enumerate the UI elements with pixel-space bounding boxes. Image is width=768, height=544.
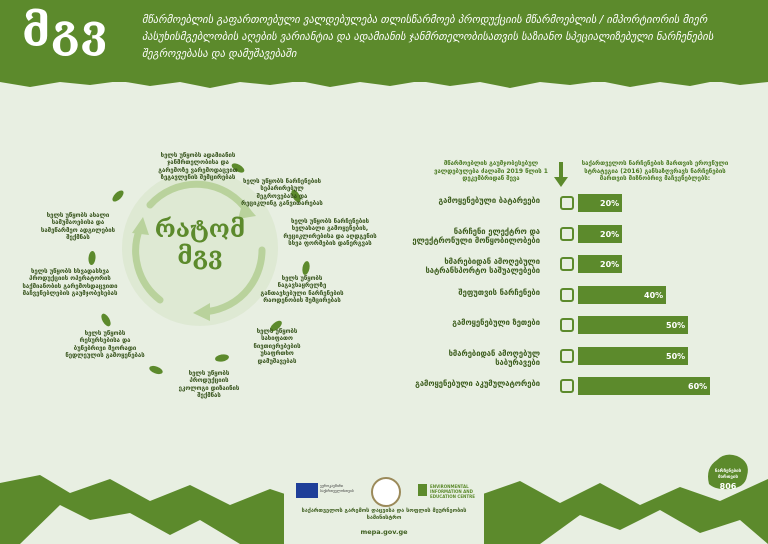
header-subtitle: მწარმოებლის გაფართოებული ვალდებულება თლისწარმოებ პროდუქციის მწარმოებლის / იმპორტიორის მიერ პასუხისმგებლობის აღების ვარიანტია და ადამიანის ჯანმრთელობისათვის საზიანო სპეციალიზებული ნარჩენების შეგროვებასა და დამუშავებაში (142, 14, 714, 60)
reason-text: ხელს უწყობს სხვადასხვა პროდუქციის ოპერატორის საქმიანობის გარემოსდაცვითი მაჩვენებლების გაუმჯობესებას (22, 268, 118, 298)
bar-value-label: 50% (666, 351, 686, 361)
chart-header-right: საქართველოს ნარჩენების მართვის ეროვნული სტრატეგია (2016) განსაზღვრავს ნარჩენების მართვის მიზნობრივ მაჩვენებლებს: (581, 160, 729, 182)
reason-text: ხელს უწყობს ადამიანის ჯანმრთელობისა და გარემოზე ვარემოდაცვით ზეგავლენის შემცირებას (158, 152, 238, 182)
bar-value-label: 20% (600, 199, 620, 208)
eu-flag-icon (296, 483, 318, 498)
chart-header-left: მწარმოებლის გაუმჯობესებულ ვალდებულება ძალაში 2019 წლის 1 დეკემბრიდან შევა (434, 160, 548, 182)
leaf-icon (99, 312, 112, 328)
reason-text: ხელს უწყობს ნაგავსაყრელზე განთავსებული ნარჩენების რაოდენობის შემცირებას (260, 275, 344, 305)
electronics-icon (560, 227, 574, 241)
leaf-icon (148, 364, 164, 375)
reason-text: ხელს უწყობს რესურსებისა და ბუნებრივი მეორადი ნედლეულის გამოყენებას (65, 330, 145, 360)
reason-text: ხელს უწყობს ნარჩენების ხელახალი გამოყენების, რეციკლირებისა და აღდგენის სხვა ფორმების დანერგვას (283, 218, 377, 248)
leaf-icon (301, 260, 310, 275)
bar-category-label: გამოყენებული აკუმულატორები (415, 379, 540, 388)
bar-category-label: გამოყენებული ბატარეები (438, 196, 540, 205)
ministry-name: საქართველოს გარემოს დაცვისა და სოფლის მეურნეობის სამინისტრო (301, 508, 467, 521)
bar-category-label: შეფუთვის ნარჩენები (458, 287, 540, 297)
badge-number: 806 (719, 482, 737, 491)
leaf-icon (88, 251, 96, 266)
cycle-title-line1: რატომ (154, 214, 246, 243)
bar-category-label: ხმარებიდან ამოღებულ საბურავები (448, 348, 540, 367)
georgia-seal-icon (371, 477, 401, 507)
reason-text: ხელს უწყობს პროდუქციის ეკოლოგი დიზაინის შექმნას (178, 370, 240, 400)
leaf-icon (214, 353, 229, 362)
logo-title: მგვ (22, 6, 109, 57)
bar-category-label: ხმარებიდან ამოღებული სატრანსპორტო საშუალებები (425, 257, 540, 276)
package-icon (560, 288, 574, 302)
bar-value-label: 20% (600, 229, 620, 239)
down-arrow-icon (554, 162, 568, 188)
bar-category-label: გამოყენებული ზეთები (452, 318, 540, 327)
cycle-title (140, 215, 260, 269)
eu-text: ევროკავშირი საქართველოსთვის (320, 484, 354, 493)
reason-text: ხელს უწყობს სახიფათო ნივთიერებების უსაფრთხო დამუშავებას (253, 328, 301, 365)
website-link[interactable]: mepa.gov.ge (360, 528, 408, 536)
car-icon (560, 257, 574, 271)
leaf-icon (111, 189, 126, 204)
bar-category-label: ნარჩენი ელექტრო და ელექტრონული მოწყობილობები (412, 226, 540, 245)
oil-icon (560, 318, 574, 332)
bar-value-label: 50% (666, 321, 686, 330)
env-center-text: ENVIRONMENTAL INFORMATION AND EDUCATION CENTRE (430, 484, 475, 499)
tire-icon (560, 349, 574, 363)
bar-value-label: 40% (644, 290, 664, 300)
bar-value-label: 20% (600, 260, 620, 269)
reason-text: ხელს უწყობს ნარჩენების სეპარირებულ შეგროვებასა და რეციკლინგ განვითარებას (241, 178, 323, 208)
reason-text: ხელს უწყობს ახალი სამუშაოებისა და სამეწარმეო ადგილების შექმნას (40, 212, 116, 242)
badge-label: ნარჩენების მართვის (714, 469, 742, 480)
accumulator-icon (560, 379, 574, 393)
cycle-title-line2: მგვ (177, 241, 223, 270)
battery-icon (560, 196, 574, 210)
bar-value-label: 60% (688, 382, 708, 391)
